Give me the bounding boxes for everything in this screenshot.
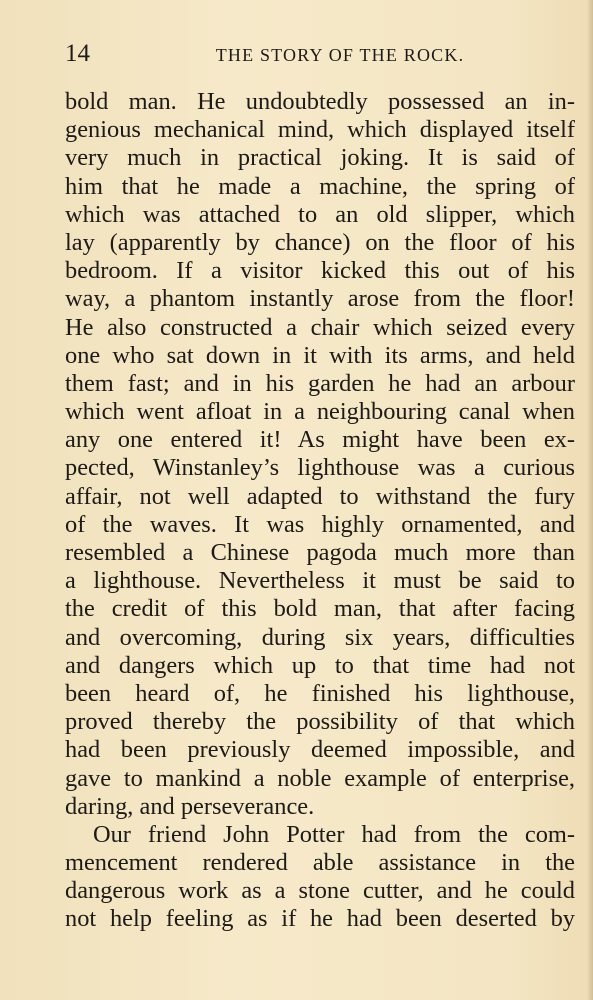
text-line: He also constructed a chair which seized every — [65, 313, 575, 341]
text-line: mencement rendered able assistance in the — [65, 849, 575, 877]
text-line: resembled a Chinese pagoda much more than — [65, 539, 575, 566]
body-text — [65, 88, 575, 934]
text-line: gave to mankind a noble example of enterprise, — [65, 764, 575, 792]
text-line: proved thereby the possibility of that which — [65, 708, 575, 736]
text-line: the credit of this bold man, that after facing — [65, 595, 575, 623]
text-line: Our friend John Potter had from the com- — [93, 820, 575, 848]
text-line: of the waves. It was highly ornamented, and — [65, 510, 575, 538]
text-line: a lighthouse. Nevertheless it must be said to — [65, 567, 575, 595]
text-line: bold man. He undoubtedly possessed an in- — [65, 88, 575, 115]
page-number: 14 — [65, 40, 90, 67]
text-line: dangerous work as a stone cutter, and he could — [65, 877, 575, 905]
text-line: and dangers which up to that time had not — [65, 651, 575, 679]
text-line: bedroom. If a visitor kicked this out of his — [65, 257, 575, 285]
text-line: lay (apparently by chance) on the floor of his — [65, 228, 575, 256]
text-line: him that he made a machine, the spring of — [65, 172, 575, 200]
page-edge-shadow — [587, 0, 593, 1000]
text-line: any one entered it! As might have been ex- — [65, 426, 575, 454]
text-line: daring, and perseverance. — [65, 792, 315, 820]
text-line: and overcoming, during six years, difficulties — [65, 623, 575, 651]
text-line: affair, not well adapted to withstand the fury — [65, 482, 575, 510]
text-line: them fast; and in his garden he had an arbour — [65, 369, 575, 397]
text-line: very much in practical joking. It is said of — [65, 144, 575, 172]
text-line: which was attached to an old slipper, which — [65, 200, 575, 228]
text-line: had been previously deemed impossible, and — [65, 736, 575, 764]
running-title: THE STORY OF THE ROCK. — [215, 45, 465, 65]
text-line: way, a phantom instantly arose from the floor! — [65, 285, 575, 313]
text-line: been heard of, he finished his lighthouse, — [65, 679, 575, 707]
page-header — [65, 40, 575, 74]
text-line: pected, Winstanley’s lighthouse was a curious — [65, 454, 575, 482]
text-line: which went afloat in a neighbouring canal when — [65, 398, 575, 426]
text-line: genious mechanical mind, which displayed itself — [65, 116, 575, 144]
text-line: one who sat down in it with its arms, and held — [65, 341, 575, 369]
text-line: not help feeling as if he had been deserted by — [65, 905, 575, 933]
